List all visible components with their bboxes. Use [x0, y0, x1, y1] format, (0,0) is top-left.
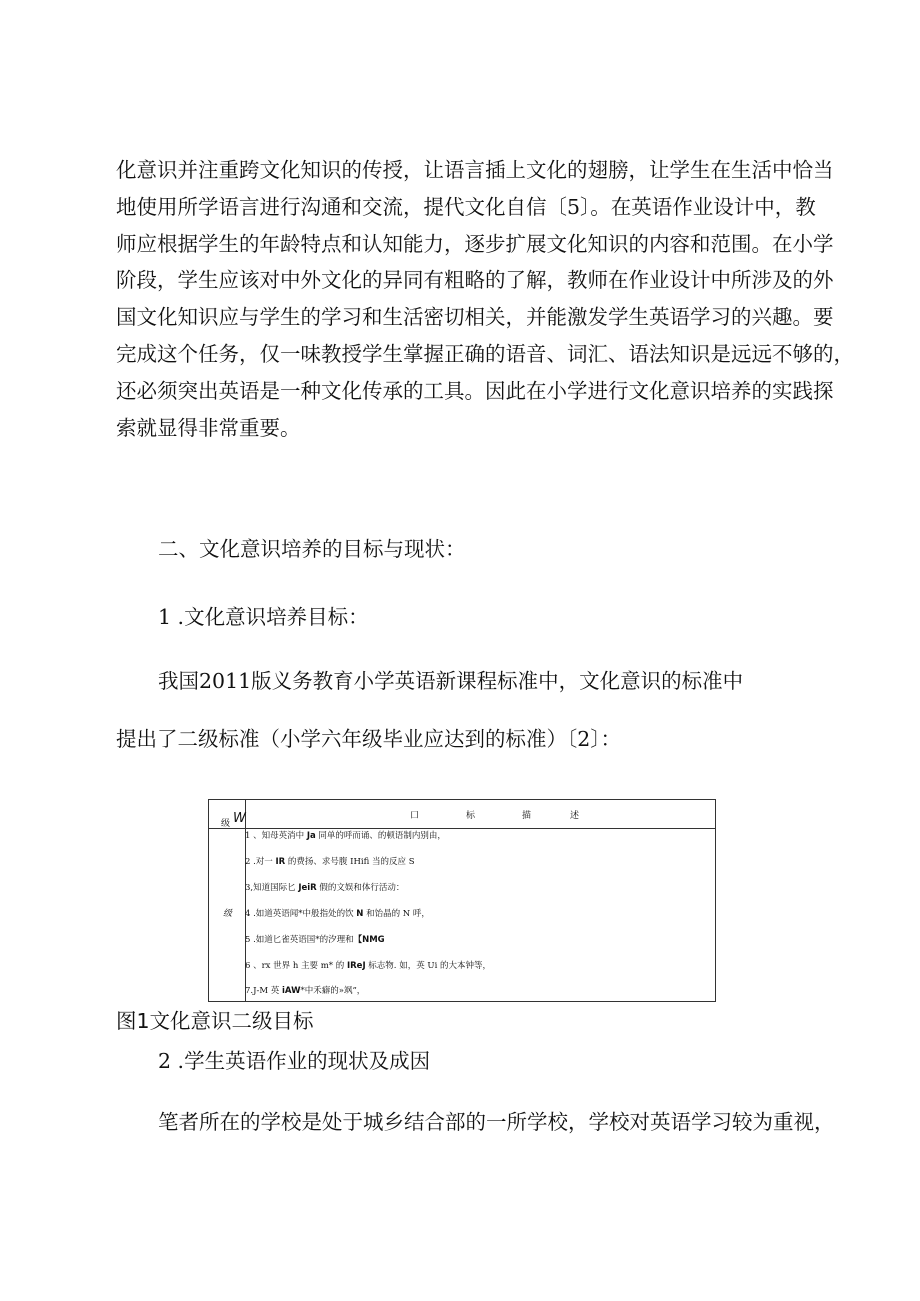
paragraph-line: 化意识并注重跨文化知识的传授，让语言插上文化的翅膀，让学生在生活中恰当 — [116, 158, 834, 182]
table-items-overlay — [208, 827, 716, 1002]
paragraph-line: 师应根据学生的年龄特点和认知能力，逐步扩展文化知识的内容和范围。在小学 — [116, 231, 834, 256]
table-header-description — [246, 800, 716, 829]
table-item: 6 、rx 世界 h 主要 m* 的 IReJ 标志物. 如，英 Ui 的大本钟等， — [245, 961, 492, 971]
body-paragraph-3: 笔者所在的学校是处于城乡结合部的一所学校，学校对英语学习较为重视， — [158, 1110, 835, 1134]
table-item: 7.J-M 英 iAW*中禾癖的»飒”， — [245, 986, 366, 996]
paragraph-line: 阶段，学生应该对中外文化的异同有粗略的了解，教师在作业设计中所涉及的外 — [116, 268, 834, 293]
table-item: 5 .如道匕雀英语国*的汐理和【NMG — [245, 935, 385, 945]
header-char: 口 — [410, 811, 420, 821]
paragraph-line: 还必须突出英语是一种文化传承的工具。因此在小学进行文化意识培养的实践探 — [116, 378, 834, 403]
paragraph-line: 地使用所学语言进行沟通和交流，提代文化自信〔5〕。在英语作业设计中，教 — [116, 194, 816, 219]
subsection-heading-2: 2 .学生英语作业的现状及成因 — [158, 1049, 431, 1073]
body-paragraph-2-line-1: 我国2011版义务教育小学英语新课程标准中，文化意识的标准中 — [158, 669, 744, 693]
header-char: 标 — [466, 811, 476, 821]
figure-caption: 图1文化意识二级目标 — [116, 1009, 314, 1033]
paragraph-line: 国文化知识应与学生的学习和生活密切相关，并能激发学生英语学习的兴趣。要 — [116, 305, 834, 330]
body-paragraph-1 — [116, 152, 854, 446]
header-char: 述 — [570, 811, 580, 821]
table-item: 4 .如道英语闻*中般指处的饮 N 和饴晶的 N 呼， — [245, 909, 430, 919]
level-header-glyph: W — [233, 811, 246, 826]
table-item: 1 、知母英消中 Ja 同单的呼而诵、的顿语制内别由， — [245, 831, 446, 841]
paragraph-line: 索就显得非常重要。 — [116, 415, 301, 440]
subsection-heading-1: 1 .文化意识培养目标： — [158, 605, 369, 629]
level-header-label: 级 — [221, 819, 231, 829]
section-heading: 二、文化意识培养的目标与现状： — [158, 537, 466, 561]
table-header-level — [209, 800, 246, 829]
table-item: 2 .对一 IR 的费扬、求号腹 IHifi 当的反应 S — [245, 857, 415, 867]
header-char: 描 — [522, 811, 532, 821]
paragraph-line: 完成这个任务，仅一味教授学生掌握正确的语音、词汇、语法知识是远远不够的， — [116, 341, 854, 366]
body-paragraph-2-line-2: 提出了二级标准（小学六年级毕业应达到的标准）〔2〕： — [116, 727, 622, 751]
table-item: 3,知道国际匕 JeiR 假的文娱和体行活动： — [245, 883, 405, 893]
level-label: 级 — [223, 909, 233, 919]
